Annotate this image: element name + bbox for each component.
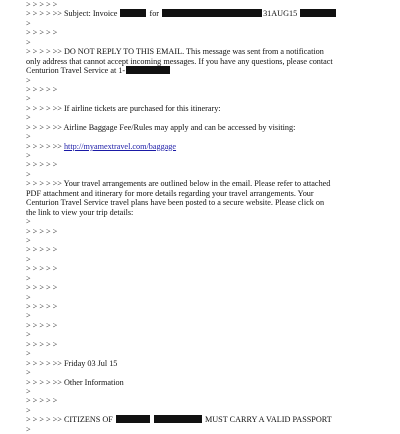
contact-text: Centurion Travel Service at 1-: [26, 66, 126, 76]
arrangements-line-4: the link to view your trip details:: [26, 207, 134, 217]
quote-line: > > > > >: [26, 160, 58, 170]
quote-line: >: [26, 368, 31, 378]
quote-line: > > > > >: [26, 245, 58, 255]
arrangements-line-3: Centurion Travel Service travel plans have been posted to a secure website. Please click on: [26, 198, 325, 208]
redaction-block: [154, 415, 202, 423]
quote-line: >: [26, 292, 31, 302]
quote-line: >: [26, 405, 31, 415]
redaction-block: [300, 9, 336, 17]
quote-line: >: [26, 75, 31, 85]
quote-line: > > > > >: [26, 302, 58, 311]
redaction-block: [162, 9, 262, 17]
quote-line: >: [26, 273, 31, 283]
arrangements-line-2: PDF attachment and itinerary for more details regarding your travel arrangements. Your: [26, 188, 314, 198]
baggage-link[interactable]: http://myamextravel.com/baggage: [63, 141, 177, 151]
quote-line: >: [26, 311, 31, 321]
quote-line: >: [26, 132, 31, 142]
subject-for: for: [149, 9, 160, 19]
quote-line: >: [26, 151, 31, 160]
email-body: [26, 0, 356, 434]
baggage-fee-line: > > > > >> Airline Baggage Fee/Rules may apply and can be accessed by visiting:: [26, 122, 296, 132]
quote-line: > > > > >: [26, 84, 58, 94]
quote-line: >: [26, 235, 31, 245]
quote-line: >: [26, 254, 31, 264]
quote-line: >: [26, 18, 31, 28]
quote-line: > > > > >: [26, 339, 58, 349]
redaction-block: [120, 9, 146, 17]
quote-line: >: [26, 37, 31, 47]
quote-line: > > > > >: [26, 396, 58, 406]
arrangements-line-1: > > > > >> Your travel arrangements are outlined below in the email. Please refer to attached: [26, 179, 331, 189]
airline-tickets-line: > > > > >> If airline tickets are purchased for this itinerary:: [26, 103, 221, 113]
subject-prefix: > > > > >> Subject: Invoice: [26, 9, 118, 19]
citizens-suffix: MUST CARRY A VALID PASSPORT: [204, 415, 332, 425]
subject-line: [26, 9, 356, 18]
quote-line: >: [26, 169, 31, 179]
other-information-line: > > > > >> Other Information: [26, 377, 124, 387]
date-line: > > > > >> Friday 03 Jul 15: [26, 358, 118, 368]
quote-line: > > > > >: [26, 0, 58, 9]
quote-line: >: [26, 424, 31, 434]
citizens-prefix: > > > > >> CITIZENS OF: [26, 415, 113, 425]
quote-line: > > > > >: [26, 226, 58, 236]
do-not-reply-line-3: [26, 66, 356, 75]
quote-line: > > > > >: [26, 28, 58, 38]
quote-line: >: [26, 330, 31, 340]
baggage-link-line: [26, 142, 356, 151]
quote-line: > > > > >: [26, 283, 58, 293]
quote-line: >: [26, 349, 31, 359]
quote-line: >: [26, 94, 31, 104]
quote-line: >: [26, 217, 31, 227]
citizens-line: [26, 415, 356, 424]
quote-line: >: [26, 113, 31, 123]
quote-line: > > > > >: [26, 320, 58, 330]
baggage-prefix: > > > > >>: [26, 141, 62, 151]
do-not-reply-line-2: only address that cannot accept incoming messages. If you have any questions, please contact: [26, 56, 333, 66]
quote-line: > > > > >: [26, 264, 58, 274]
do-not-reply-line-1: > > > > >> DO NOT REPLY TO THIS EMAIL. This message was sent from a notification: [26, 47, 324, 57]
subject-date: 31AUG15: [263, 9, 298, 19]
quote-line: >: [26, 386, 31, 396]
redaction-block: [116, 415, 150, 423]
redaction-block: [126, 66, 170, 74]
